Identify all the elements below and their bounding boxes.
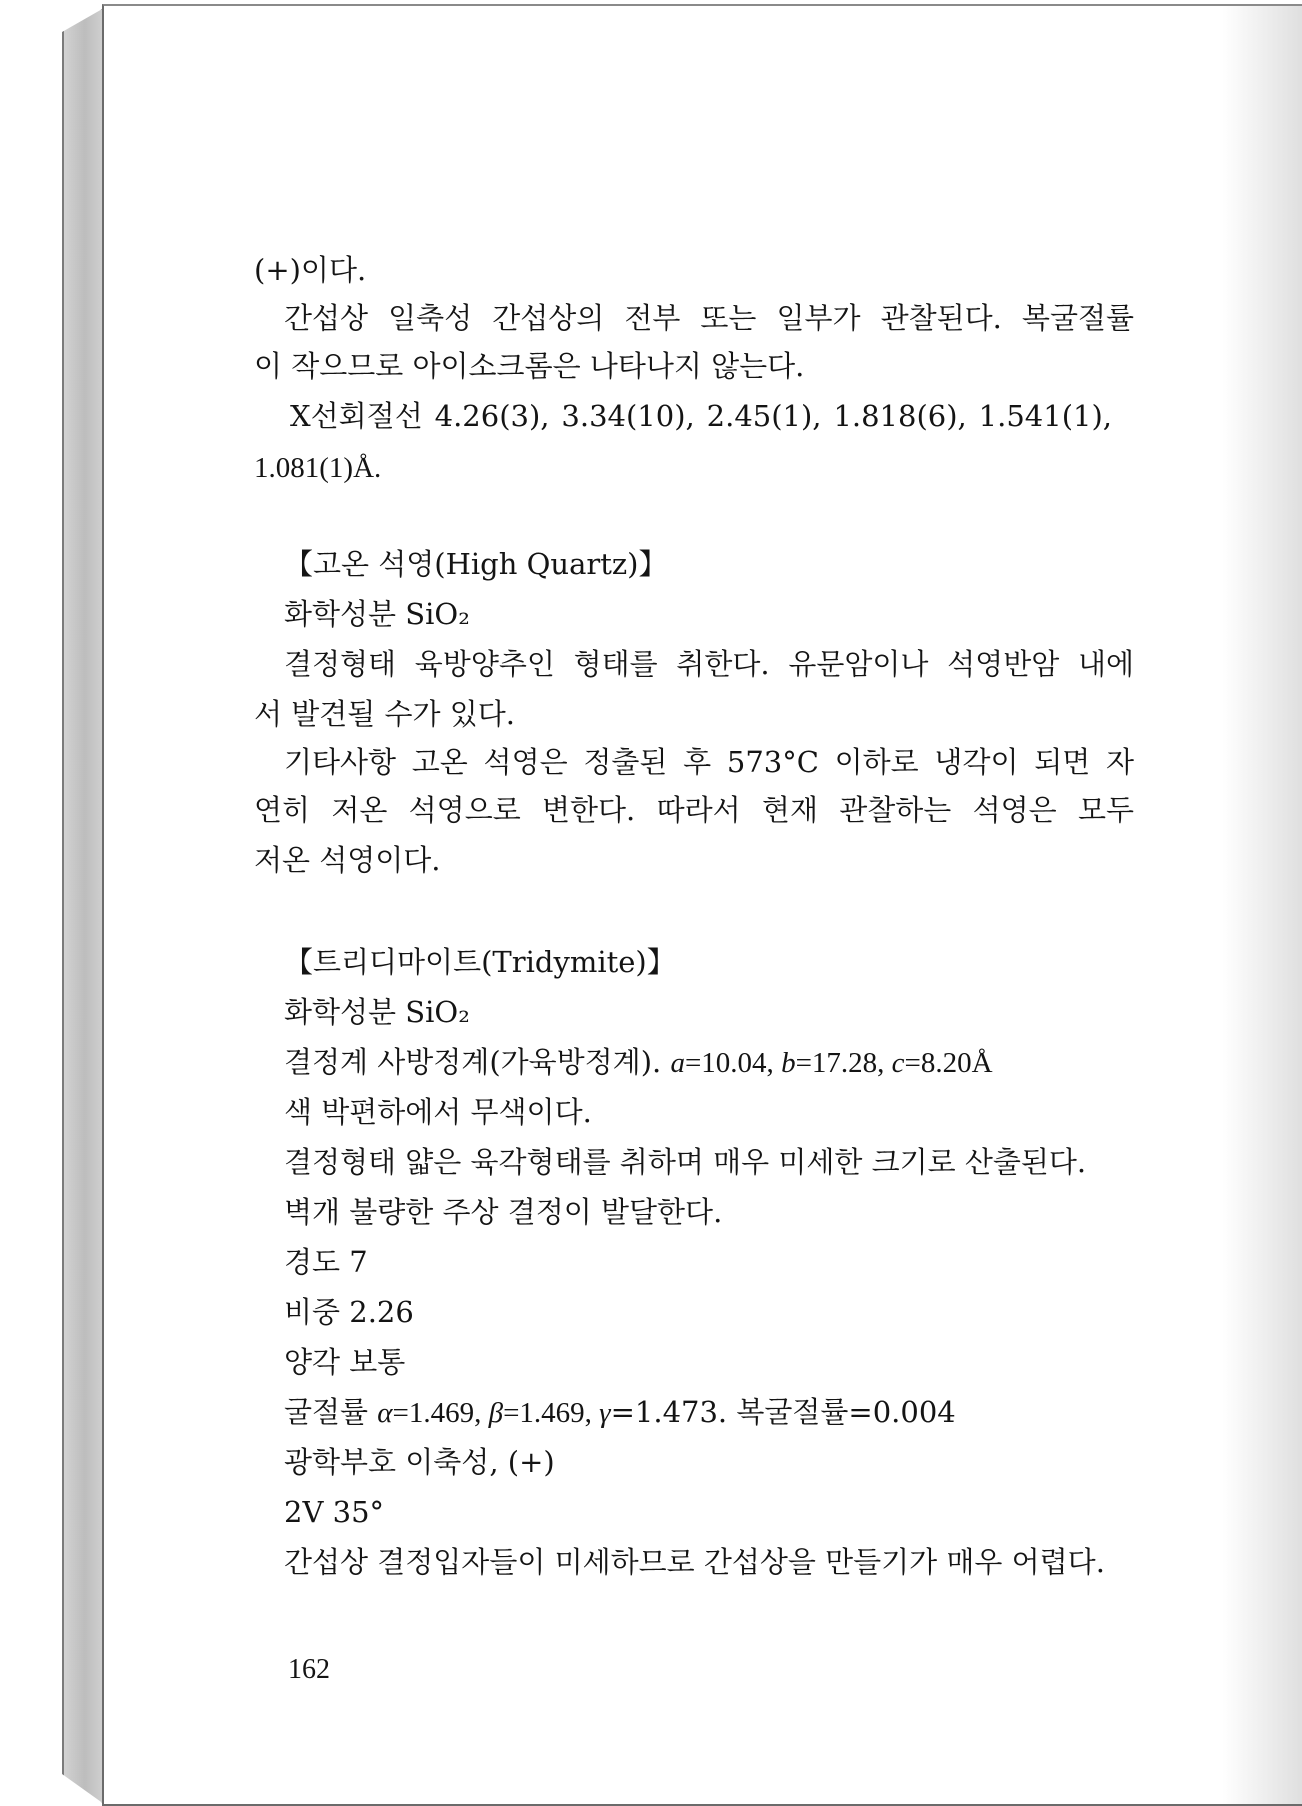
text-line: 저온 석영이다. [254,843,441,877]
text-line: (+)이다. [254,253,367,287]
text-line: 양각 보통 [284,1345,406,1379]
italic-symbol: α [377,1397,393,1429]
text-segment: =1.469, [503,1397,600,1429]
italic-symbol: c [891,1047,905,1079]
crystal-system-line [284,1044,993,1081]
text-line: 결정형태 육방양추인 형태를 취한다. 유문암이나 석영반암 내에 [284,647,1134,681]
text-segment: 굴절률 [284,1395,378,1429]
italic-symbol: γ [599,1397,611,1429]
text-line: 간섭상 결정입자들이 미세하므로 간섭상을 만들기가 매우 어렵다. [284,1545,1105,1579]
italic-symbol: a [670,1047,685,1079]
text-line: 서 발견될 수가 있다. [254,697,515,731]
text-line: 광학부호 이축성, (+) [284,1445,555,1479]
text-line: 간섭상 일축성 간섭상의 전부 또는 일부가 관찰된다. 복굴절률 [284,301,1134,335]
text-segment: =1.469, [392,1397,489,1429]
italic-symbol: b [781,1047,796,1079]
text-segment: =17.28, [795,1047,892,1079]
text-line: 화학성분 SiO₂ [284,995,470,1029]
page-number: 162 [288,1654,330,1685]
text-line: 비중 2.26 [284,1295,414,1329]
text-line: 기타사항 고온 석영은 정출된 후 573°C 이하로 냉각이 되면 자 [284,745,1134,779]
text-line: 경도 7 [284,1245,368,1279]
text-segment: =8.20Å [904,1047,993,1079]
section-heading-high-quartz: 【고온 석영(High Quartz)】 [284,547,668,581]
italic-symbol: β [488,1397,504,1429]
text-line: 연히 저온 석영으로 변한다. 따라서 현재 관찰하는 석영은 모두 [254,793,1134,827]
text-line: 화학성분 SiO₂ [284,597,470,631]
refractive-index-line [284,1394,956,1431]
text-line: 색 박편하에서 무색이다. [284,1095,592,1129]
text-line: X선회절선 4.26(3), 3.34(10), 2.45(1), 1.818(6), 1.541(1), [290,399,1112,433]
text-line: 이 작으므로 아이소크롬은 나타나지 않는다. [254,349,805,383]
text-line: 2V 35° [284,1495,385,1529]
text-segment: =1.473. 복굴절률=0.004 [610,1395,956,1429]
section-heading-tridymite: 【트리디마이트(Tridymite)】 [284,945,676,979]
text-line: 1.081(1)Å. [254,452,382,484]
text-line: 벽개 불량한 주상 결정이 발달한다. [284,1195,723,1229]
text-segment: =10.04, [684,1047,782,1079]
text-line: 결정형태 얇은 육각형태를 취하며 매우 미세한 크기로 산출된다. [284,1145,1087,1179]
text-segment: 결정계 사방정계(가육방정계). [284,1045,671,1079]
